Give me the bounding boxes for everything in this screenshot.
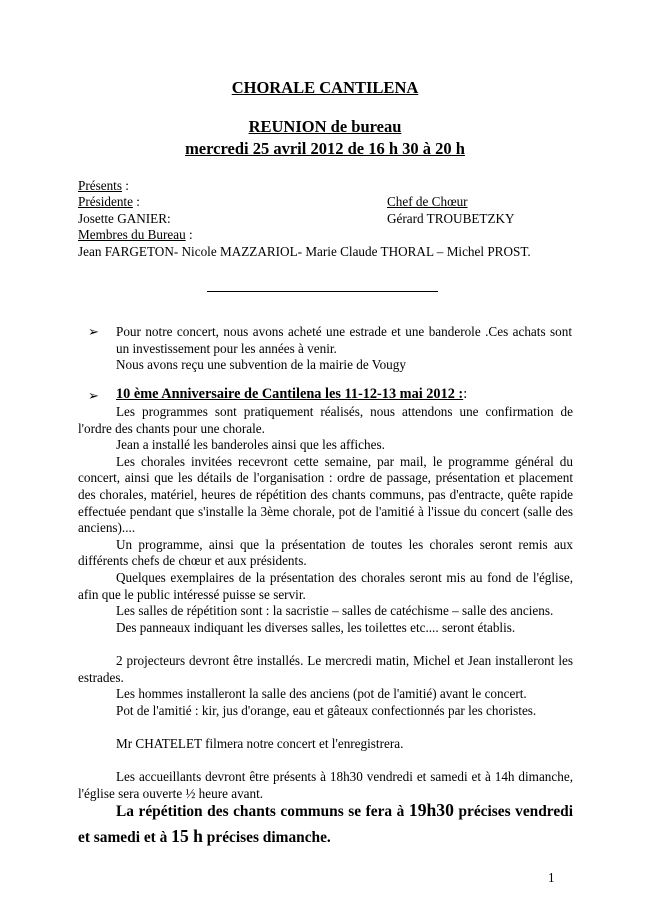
bullet-arrow-icon: ➢ (88, 388, 99, 403)
separator-line (207, 291, 438, 292)
board-members: Jean FARGETON- Nicole MAZZARIOL- Marie Claude THORAL – Michel PROST. (78, 244, 531, 259)
paragraph: Un programme, ainsi que la présentation de toutes les chorales seront remis aux différents chefs de chœur et aux présidents. (78, 536, 573, 569)
closing-part1: La répétition des chants communs se fera à (116, 803, 409, 820)
meeting-date: mercredi 25 avril 2012 de 16 h 30 à 20 h (185, 139, 465, 158)
president-line (78, 194, 140, 210)
paragraph: 2 projecteurs devront être installés. Le mercredi matin, Michel et Jean installeront les estrades. (78, 652, 573, 685)
board-label: Membres du Bureau (78, 227, 186, 242)
board-line (78, 227, 193, 243)
section2-heading-tail: : (463, 386, 468, 402)
section1 (116, 324, 572, 374)
paragraph: Les accueillants devront être présents à 18h30 vendredi et samedi et à 14h dimanche, l'église sera ouverte ½ heure avant. (78, 769, 573, 801)
closing-time1: 19h30 (408, 800, 454, 820)
president-colon: : (132, 194, 140, 209)
paragraph: Les chorales invitées recevront cette semaine, par mail, le programme général du concert, ainsi que les détails de l'organisation : ordre de passage, présentation et placement des chorales, matériel, heures de répétition des chants communs, pas d'entracte, quête rapide effectuée pendant que s'installe la 3ème chorale, pot de l'amitié à l'issue du concert (salle des anciens).... (78, 453, 573, 536)
paragraph: Mr CHATELET filmera notre concert et l'enregistrera. (116, 735, 404, 751)
paragraph: Les hommes installeront la salle des anciens (pot de l'amitié) avant le concert. (116, 686, 527, 702)
closing-time2: 15 h (171, 826, 203, 846)
closing-statement (78, 798, 573, 850)
document-title: CHORALE CANTILENA (231, 78, 419, 97)
page-number: 1 (548, 870, 555, 885)
choir-director-name: Gérard TROUBETZKY (387, 211, 515, 226)
president-label: Présidente (78, 194, 133, 209)
president-name: Josette GANIER: (78, 211, 171, 226)
present-line (78, 178, 129, 194)
board-colon: : (185, 227, 193, 242)
section2-heading: 10 ème Anniversaire de Cantilena les 11-12-13 mai 2012 : (116, 386, 464, 402)
paragraph: Pot de l'amitié : kir, jus d'orange, eau et gâteaux confectionnés par les choristes. (116, 702, 537, 718)
choir-director-label: Chef de Chœur (387, 194, 468, 209)
meeting-title: REUNION de bureau (248, 117, 402, 136)
closing-part2: précises vendredi et samedi et à (78, 803, 573, 846)
section2-body (78, 404, 573, 802)
section2-heading-line (116, 386, 467, 403)
section1-line: un investissement pour les années à venir. (116, 340, 337, 356)
section1-line: Pour notre concert, nous avons acheté une estrade et une banderole .Ces achats sont (116, 324, 572, 339)
paragraph: Jean a installé les banderoles ainsi que les affiches. (116, 437, 385, 453)
paragraph: Les programmes sont pratiquement réalisés, nous attendons une confirmation de l'ordre des chants pour une chorale. (78, 404, 573, 436)
paragraph: Des panneaux indiquant les diverses salles, les toilettes etc.... seront établis. (116, 619, 516, 635)
paragraph: Quelques exemplaires de la présentation des chorales seront mis au fond de l'église, afin que le public intéressé puisse se servir. (78, 569, 573, 602)
closing-part3: précises dimanche. (202, 829, 331, 846)
present-label: Présents (78, 178, 122, 193)
section1-line: Nous avons reçu une subvention de la mairie de Vougy (116, 357, 406, 373)
paragraph: Les salles de répétition sont : la sacristie – salles de catéchisme – salle des anciens. (116, 603, 554, 619)
present-colon: : (121, 178, 129, 193)
bullet-arrow-icon: ➢ (88, 324, 99, 339)
